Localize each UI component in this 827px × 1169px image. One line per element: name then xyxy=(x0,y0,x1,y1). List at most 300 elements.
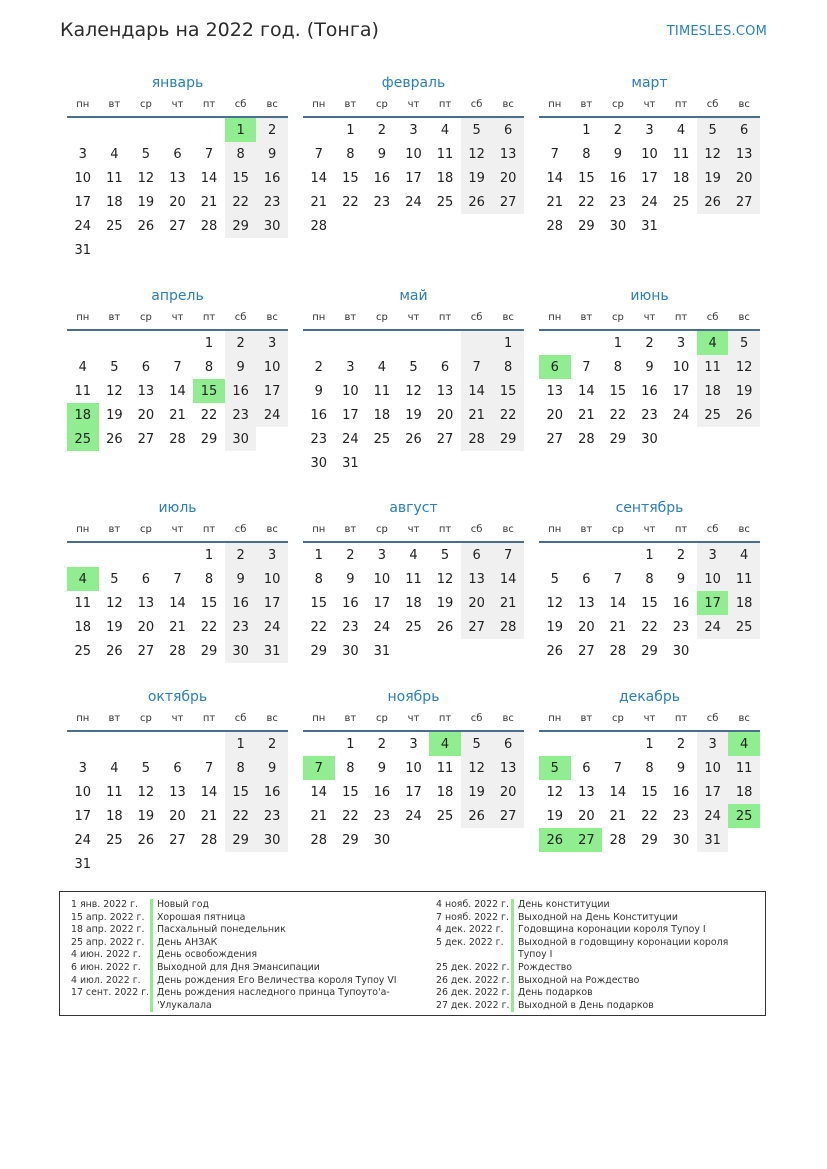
empty-cell xyxy=(256,238,288,262)
day-cell: 11 xyxy=(74,595,92,611)
day-cell: 2 xyxy=(225,543,257,567)
weekday-header xyxy=(67,519,288,543)
day-cell: 13 xyxy=(436,383,454,399)
day-cell: 5 xyxy=(440,547,450,563)
holiday-row xyxy=(436,987,756,1000)
day-cell: 28 xyxy=(461,427,493,451)
day-cell: 17 xyxy=(405,784,422,800)
day-cell: 8 xyxy=(492,355,524,379)
holiday-name: День рождения наследного принца Тупоуто'а-'Улукалала xyxy=(150,987,411,1012)
day-cell: 29 xyxy=(200,431,218,447)
day-cell: 23 xyxy=(373,808,391,824)
day-cell: 4 xyxy=(110,146,119,162)
day-cell: 3 xyxy=(346,359,355,375)
day-cell: 7 xyxy=(550,146,559,162)
day-cell: 8 xyxy=(645,571,654,587)
month-block xyxy=(539,72,760,238)
day-cell: 6 xyxy=(461,543,493,567)
day-cell: 29 xyxy=(609,431,627,447)
weekday-label: вс xyxy=(738,713,750,724)
holiday-name: Новый год xyxy=(150,899,411,912)
day-cell: 17 xyxy=(373,595,391,611)
day-cell: 15 xyxy=(609,383,627,399)
day-cell: 10 xyxy=(405,146,422,162)
day-cell: 26 xyxy=(436,619,454,635)
day-cell: 10 xyxy=(74,784,92,800)
day-grid xyxy=(539,732,760,852)
weekday-label: сб xyxy=(706,713,719,724)
day-cell: 26 xyxy=(461,190,493,214)
day-cell: 21 xyxy=(492,591,524,615)
holiday-column-right xyxy=(436,899,756,1012)
day-cell: 12 xyxy=(461,142,493,166)
empty-cell xyxy=(461,639,493,663)
weekday-label: сб xyxy=(470,99,483,110)
empty-cell xyxy=(602,543,634,567)
day-cell: 20 xyxy=(436,407,454,423)
weekday-label: ср xyxy=(375,99,388,110)
empty-cell xyxy=(99,543,131,567)
weekday-label: вс xyxy=(266,99,278,110)
empty-cell xyxy=(398,214,430,238)
empty-cell xyxy=(492,214,524,238)
day-cell: 28 xyxy=(609,643,627,659)
empty-cell xyxy=(539,331,571,355)
day-cell: 28 xyxy=(310,832,328,848)
day-cell: 16 xyxy=(256,780,288,804)
day-cell: 19 xyxy=(728,379,760,403)
day-cell: 6 xyxy=(582,760,591,776)
month-name: октябрь xyxy=(147,689,208,705)
day-cell: 29 xyxy=(225,214,257,238)
holiday-name: Выходной в День подарков xyxy=(511,1000,756,1013)
day-cell: 20 xyxy=(169,808,186,824)
day-cell: 7 xyxy=(582,359,591,375)
day-cell: 18 xyxy=(405,595,422,611)
holiday-name: День АНЗАК xyxy=(150,937,411,950)
day-cell: 18 xyxy=(697,379,729,403)
empty-cell xyxy=(130,238,162,262)
day-cell: 16 xyxy=(672,784,690,800)
empty-cell xyxy=(162,732,194,756)
day-cell: 4 xyxy=(728,543,760,567)
weekday-header xyxy=(539,708,760,732)
day-cell: 25 xyxy=(436,808,454,824)
day-cell: 23 xyxy=(373,194,391,210)
weekday-label: вс xyxy=(502,524,514,535)
weekday-label: ср xyxy=(375,524,388,535)
empty-cell xyxy=(67,118,99,142)
weekday-label: вт xyxy=(344,713,357,724)
empty-cell xyxy=(665,214,697,238)
day-cell: 27 xyxy=(492,804,524,828)
day-cell: 27 xyxy=(436,431,454,447)
empty-cell xyxy=(162,331,194,355)
empty-cell xyxy=(162,118,194,142)
day-cell: 1 xyxy=(225,118,257,142)
day-cell: 29 xyxy=(492,427,524,451)
day-cell: 2 xyxy=(256,732,288,756)
day-cell: 30 xyxy=(342,643,359,659)
empty-cell xyxy=(193,118,225,142)
empty-cell xyxy=(193,852,225,876)
day-cell: 24 xyxy=(256,615,288,639)
day-cell: 27 xyxy=(546,431,564,447)
day-cell: 26 xyxy=(697,190,729,214)
day-cell: 1 xyxy=(225,732,257,756)
day-cell: 17 xyxy=(672,383,690,399)
day-cell: 3 xyxy=(676,335,686,351)
day-cell: 29 xyxy=(200,643,218,659)
day-cell: 29 xyxy=(641,643,658,659)
day-cell: 21 xyxy=(609,808,627,824)
day-cell: 2 xyxy=(676,547,686,563)
day-cell: 14 xyxy=(578,383,595,399)
day-cell: 25 xyxy=(728,615,760,639)
day-cell: 21 xyxy=(200,808,218,824)
day-cell: 3 xyxy=(78,760,87,776)
holiday-name: Выходной в годовщину коронации короля Тупоу I xyxy=(511,937,756,962)
day-cell: 20 xyxy=(492,780,524,804)
day-cell: 13 xyxy=(546,383,564,399)
day-cell: 30 xyxy=(310,455,328,471)
holiday-row xyxy=(71,975,411,988)
day-cell: 25 xyxy=(106,832,123,848)
day-cell: 9 xyxy=(256,142,288,166)
day-cell: 23 xyxy=(342,619,359,635)
day-cell: 3 xyxy=(697,732,729,756)
empty-cell xyxy=(429,214,461,238)
holiday-row xyxy=(436,937,756,962)
day-cell: 9 xyxy=(377,146,387,162)
weekday-label: ср xyxy=(139,713,152,724)
day-cell: 5 xyxy=(728,331,760,355)
day-cell: 16 xyxy=(342,595,359,611)
day-cell: 19 xyxy=(461,780,493,804)
empty-cell xyxy=(99,118,131,142)
weekday-label: вс xyxy=(502,99,514,110)
weekday-label: пн xyxy=(548,713,562,724)
day-cell: 22 xyxy=(609,407,627,423)
day-cell: 4 xyxy=(429,732,461,756)
empty-cell xyxy=(697,427,729,451)
empty-cell xyxy=(571,543,603,567)
day-cell: 7 xyxy=(613,571,623,587)
day-cell: 14 xyxy=(546,170,564,186)
day-cell: 17 xyxy=(697,591,729,615)
day-cell: 27 xyxy=(492,190,524,214)
day-cell: 23 xyxy=(672,808,690,824)
day-cell: 14 xyxy=(200,170,218,186)
holiday-row xyxy=(71,937,411,950)
day-cell: 22 xyxy=(492,403,524,427)
month-block xyxy=(67,497,288,663)
weekday-label: вт xyxy=(580,99,593,110)
day-cell: 26 xyxy=(106,643,123,659)
weekday-label: ср xyxy=(139,99,152,110)
day-cell: 10 xyxy=(342,383,359,399)
empty-cell xyxy=(571,331,603,355)
day-cell: 2 xyxy=(377,122,387,138)
weekday-label: сб xyxy=(706,312,719,323)
holiday-name: День конституции xyxy=(511,899,756,912)
holiday-date: 4 дек. 2022 г. xyxy=(436,924,504,936)
day-cell: 9 xyxy=(676,760,686,776)
month-block xyxy=(539,285,760,451)
day-cell: 27 xyxy=(137,431,155,447)
day-cell: 29 xyxy=(342,832,359,848)
day-cell: 13 xyxy=(169,170,186,186)
weekday-label: чт xyxy=(407,99,420,110)
weekday-label: пт xyxy=(202,524,216,535)
day-cell: 24 xyxy=(373,619,391,635)
day-cell: 4 xyxy=(78,359,87,375)
day-cell: 12 xyxy=(546,595,564,611)
empty-cell xyxy=(429,828,461,852)
day-cell: 21 xyxy=(461,403,493,427)
empty-cell xyxy=(429,639,461,663)
day-cell: 24 xyxy=(256,403,288,427)
day-cell: 3 xyxy=(256,543,288,567)
holiday-date: 1 янв. 2022 г. xyxy=(71,899,138,910)
day-cell: 10 xyxy=(256,567,288,591)
weekday-label: вт xyxy=(580,312,593,323)
holiday-date: 7 нояб. 2022 г. xyxy=(436,911,509,923)
empty-cell xyxy=(539,543,571,567)
day-cell: 26 xyxy=(461,804,493,828)
holiday-row xyxy=(436,924,756,937)
empty-cell xyxy=(398,828,430,852)
day-cell: 2 xyxy=(225,331,257,355)
day-cell: 30 xyxy=(256,214,288,238)
day-cell: 23 xyxy=(225,403,257,427)
day-cell: 22 xyxy=(310,619,328,635)
day-cell: 3 xyxy=(697,543,729,567)
month-block xyxy=(67,285,288,451)
weekday-label: ср xyxy=(375,713,388,724)
day-cell: 20 xyxy=(137,407,155,423)
weekday-label: чт xyxy=(171,713,184,724)
day-cell: 18 xyxy=(106,194,123,210)
weekday-header xyxy=(539,94,760,118)
day-cell: 4 xyxy=(67,567,99,591)
day-cell: 14 xyxy=(461,379,493,403)
day-cell: 24 xyxy=(74,218,92,234)
day-cell: 9 xyxy=(377,760,387,776)
day-cell: 17 xyxy=(74,808,92,824)
day-cell: 19 xyxy=(697,166,729,190)
site-link[interactable]: TIMESLES.COM xyxy=(666,24,767,39)
day-cell: 11 xyxy=(436,760,454,776)
day-cell: 6 xyxy=(440,359,450,375)
day-cell: 2 xyxy=(256,118,288,142)
weekday-label: вт xyxy=(580,713,593,724)
day-cell: 11 xyxy=(436,146,454,162)
day-cell: 1 xyxy=(204,547,214,563)
day-cell: 30 xyxy=(672,832,690,848)
day-cell: 10 xyxy=(373,571,391,587)
day-cell: 5 xyxy=(539,756,571,780)
weekday-label: вт xyxy=(108,99,121,110)
weekday-label: вт xyxy=(580,524,593,535)
day-cell: 20 xyxy=(578,619,595,635)
day-cell: 28 xyxy=(546,218,564,234)
day-cell: 26 xyxy=(137,832,155,848)
weekday-label: вс xyxy=(738,524,750,535)
day-cell: 10 xyxy=(641,146,658,162)
day-cell: 30 xyxy=(256,828,288,852)
holiday-date: 25 апр. 2022 г. xyxy=(71,936,145,948)
month-block xyxy=(67,686,288,876)
month-name: май xyxy=(399,288,428,304)
weekday-label: сб xyxy=(470,713,483,724)
day-cell: 7 xyxy=(314,146,323,162)
day-cell: 2 xyxy=(676,736,686,752)
empty-cell xyxy=(461,451,493,475)
holiday-name: Годовщина коронации короля Тупоу I xyxy=(511,924,756,937)
holiday-name: День подарков xyxy=(511,987,756,1000)
day-cell: 16 xyxy=(373,170,391,186)
day-cell: 10 xyxy=(697,756,729,780)
day-cell: 12 xyxy=(461,756,493,780)
day-cell: 17 xyxy=(405,170,422,186)
weekday-label: ср xyxy=(611,312,624,323)
weekday-label: пн xyxy=(312,524,326,535)
day-cell: 12 xyxy=(728,355,760,379)
day-cell: 25 xyxy=(405,619,422,635)
day-cell: 2 xyxy=(377,736,387,752)
day-cell: 6 xyxy=(539,355,571,379)
empty-cell xyxy=(571,732,603,756)
day-cell: 31 xyxy=(697,828,729,852)
empty-cell xyxy=(303,732,335,756)
weekday-header xyxy=(539,519,760,543)
day-cell: 5 xyxy=(141,146,151,162)
day-cell: 7 xyxy=(492,543,524,567)
holiday-row xyxy=(71,949,411,962)
empty-cell xyxy=(398,451,430,475)
weekday-label: вт xyxy=(344,312,357,323)
day-cell: 16 xyxy=(672,595,690,611)
day-cell: 26 xyxy=(728,403,760,427)
day-cell: 14 xyxy=(310,784,328,800)
day-cell: 23 xyxy=(256,190,288,214)
day-cell: 29 xyxy=(225,828,257,852)
day-cell: 6 xyxy=(141,571,151,587)
day-cell: 3 xyxy=(256,331,288,355)
day-cell: 16 xyxy=(609,170,627,186)
weekday-header xyxy=(67,307,288,331)
weekday-label: сб xyxy=(470,524,483,535)
month-name: февраль xyxy=(381,75,446,91)
day-cell: 24 xyxy=(405,194,422,210)
holiday-date: 4 июл. 2022 г. xyxy=(71,974,141,986)
weekday-label: пт xyxy=(438,99,452,110)
day-cell: 21 xyxy=(200,194,218,210)
day-cell: 11 xyxy=(697,355,729,379)
day-cell: 7 xyxy=(204,146,214,162)
day-cell: 13 xyxy=(137,383,155,399)
day-cell: 2 xyxy=(346,547,355,563)
day-cell: 14 xyxy=(310,170,328,186)
day-cell: 6 xyxy=(173,146,182,162)
weekday-header xyxy=(303,307,524,331)
day-cell: 8 xyxy=(204,571,214,587)
day-cell: 10 xyxy=(697,567,729,591)
month-block xyxy=(303,285,524,475)
day-cell: 13 xyxy=(578,595,595,611)
day-cell: 13 xyxy=(137,595,155,611)
day-cell: 8 xyxy=(225,756,257,780)
day-cell: 19 xyxy=(106,407,123,423)
day-cell: 16 xyxy=(373,784,391,800)
day-cell: 9 xyxy=(645,359,654,375)
day-cell: 19 xyxy=(546,619,564,635)
weekday-label: сб xyxy=(706,524,719,535)
day-cell: 4 xyxy=(110,760,119,776)
weekday-label: ср xyxy=(611,713,624,724)
day-cell: 1 xyxy=(613,335,623,351)
day-cell: 15 xyxy=(225,166,257,190)
day-cell: 9 xyxy=(225,567,257,591)
holiday-date: 17 сент. 2022 г. xyxy=(71,987,150,999)
day-cell: 6 xyxy=(173,760,182,776)
day-cell: 11 xyxy=(106,784,123,800)
day-cell: 12 xyxy=(405,383,422,399)
day-cell: 4 xyxy=(697,331,729,355)
day-cell: 26 xyxy=(137,218,155,234)
day-cell: 9 xyxy=(613,146,623,162)
empty-cell xyxy=(162,852,194,876)
day-cell: 1 xyxy=(492,331,524,355)
empty-cell xyxy=(335,331,367,355)
day-cell: 26 xyxy=(539,828,571,852)
month-block xyxy=(539,686,760,852)
day-cell: 12 xyxy=(137,170,155,186)
weekday-label: ср xyxy=(139,524,152,535)
empty-cell xyxy=(492,639,524,663)
empty-cell xyxy=(303,331,335,355)
day-cell: 23 xyxy=(641,407,658,423)
empty-cell xyxy=(429,451,461,475)
day-cell: 28 xyxy=(492,615,524,639)
day-cell: 15 xyxy=(225,780,257,804)
day-cell: 15 xyxy=(641,595,658,611)
day-cell: 5 xyxy=(409,359,418,375)
day-cell: 14 xyxy=(492,567,524,591)
holiday-name: Хорошая пятница xyxy=(150,912,411,925)
weekday-label: пн xyxy=(548,312,562,323)
day-cell: 29 xyxy=(641,832,658,848)
holiday-date: 27 дек. 2022 г. xyxy=(436,999,510,1011)
day-cell: 3 xyxy=(78,146,87,162)
day-cell: 8 xyxy=(204,359,214,375)
weekday-label: вт xyxy=(344,99,357,110)
day-grid xyxy=(67,118,288,262)
day-cell: 22 xyxy=(225,804,257,828)
holiday-name: Выходной на Рождество xyxy=(511,975,756,988)
day-cell: 31 xyxy=(641,218,658,234)
empty-cell xyxy=(697,214,729,238)
empty-cell xyxy=(193,732,225,756)
empty-cell xyxy=(398,331,430,355)
day-grid xyxy=(67,732,288,876)
weekday-label: пт xyxy=(438,713,452,724)
day-cell: 30 xyxy=(225,639,257,663)
holiday-date: 18 апр. 2022 г. xyxy=(71,924,145,936)
weekday-label: ср xyxy=(139,312,152,323)
weekday-label: сб xyxy=(234,99,247,110)
